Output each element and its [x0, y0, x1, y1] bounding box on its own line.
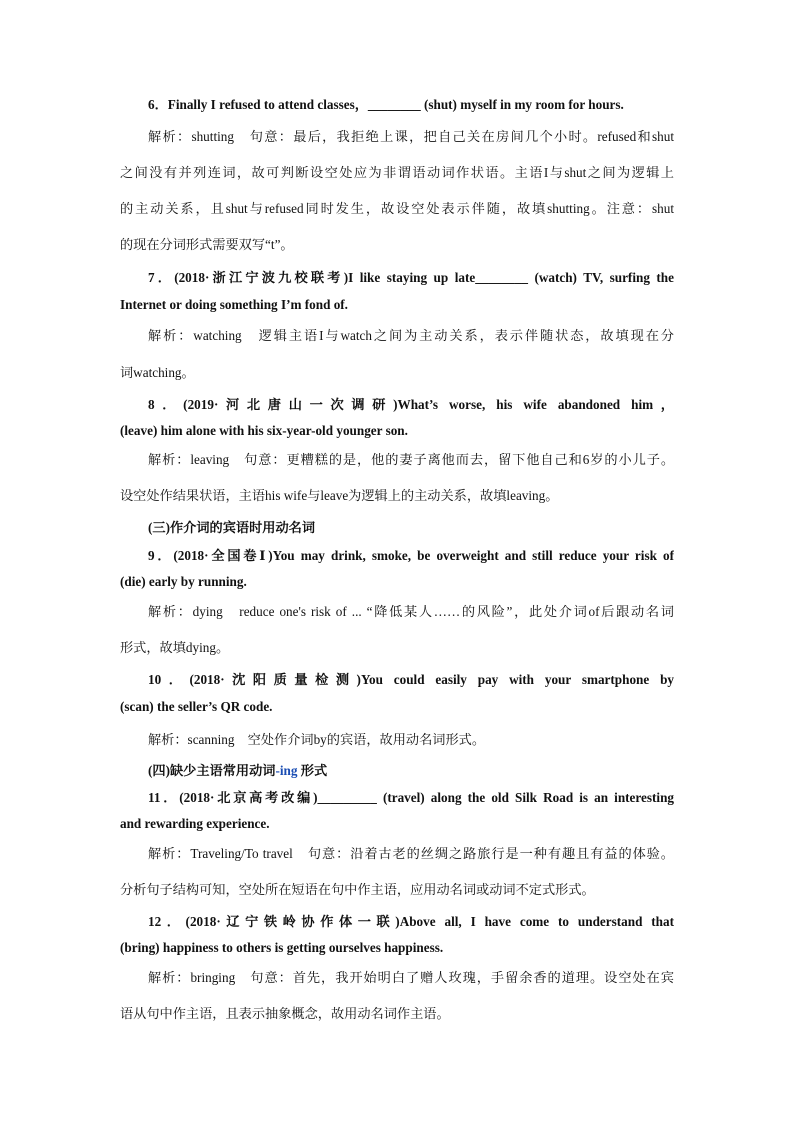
section-4-heading	[148, 762, 674, 780]
question-11-text-line-1: 11．(2018·北京高考改编)_________ (travel) along the old Silk Road is an interesting	[148, 790, 674, 805]
section-3-heading: (三)作介词的宾语时用动名词	[148, 520, 316, 535]
question-9-text-line-2: (die) early by running.	[120, 574, 247, 589]
question-7-text-line-2: Internet or doing something I’m fond of.	[120, 297, 348, 312]
question-6-analysis-line-1: 解析：shutting 句意：最后，我拒绝上课，把自己关在房间几个小时。refused和shut	[148, 129, 674, 144]
question-12-text-line-1: 12．(2018·辽宁铁岭协作体一联)Above all, I have come to understand that	[148, 914, 674, 929]
question-7-analysis-line-1: 解析：watching 逻辑主语I与watch之间为主动关系，表示伴随状态，故填现在分	[148, 328, 674, 343]
question-8-text-line-2: (leave) him alone with his six-year-old younger son.	[120, 423, 408, 438]
section-4-heading-text: (四)缺少主语常用动词	[148, 763, 276, 778]
question-12-analysis-line-2: 语从句中作主语，且表示抽象概念，故用动名词作主语。	[120, 1006, 450, 1021]
question-10-text-line-2: (scan) the seller’s QR code.	[120, 699, 273, 714]
question-10-analysis-line-1: 解析：scanning 空处作介词by的宾语，故用动名词形式。	[148, 732, 486, 747]
question-8-text-line-1: 8．(2019·河北唐山一次调研)What’s worse, his wife abandoned him，	[148, 397, 674, 412]
question-9-text-line-1: 9．(2018·全国卷Ⅰ)You may drink, smoke, be overweight and still reduce your risk of	[148, 548, 674, 563]
question-9-analysis-line-1: 解析：dying reduce one's risk of ... “降低某人……的风险”，此处介词of后跟动名词	[148, 604, 674, 619]
question-7-analysis-line-2: 词watching。	[120, 365, 195, 380]
question-7-text-line-1: 7．(2018·浙江宁波九校联考)I like staying up late________ (watch) TV, surfing the	[148, 270, 674, 285]
question-11-text-line-2: and rewarding experience.	[120, 816, 270, 831]
question-12-text-line-2: (bring) happiness to others is getting ourselves happiness.	[120, 940, 444, 955]
question-6-analysis-line-4: 的现在分词形式需要双写“t”。	[120, 237, 294, 252]
question-9-analysis-line-2: 形式，故填dying。	[120, 640, 230, 655]
question-11-analysis-line-1: 解析：Traveling/To travel 句意：沿着古老的丝绸之路旅行是一种有趣且有益的体验。	[148, 846, 674, 861]
question-6-text: 6．Finally I refused to attend classes，________ (shut) myself in my room for hours.	[148, 97, 624, 112]
question-6-analysis-line-3: 的主动关系，且shut与refused同时发生，故设空处表示伴随，故填shutting。注意：shut	[120, 201, 674, 216]
question-11-analysis-line-2: 分析句子结构可知，空处所在短语在句中作主语，应用动名词或动词不定式形式。	[120, 882, 595, 897]
question-8-analysis-line-1: 解析：leaving 句意：更糟糕的是，他的妻子离他而去，留下他自己和6岁的小儿子。	[148, 452, 674, 467]
question-10-text-line-1: 10．(2018·沈阳质量检测)You could easily pay with your smartphone by	[148, 672, 674, 687]
question-12-analysis-line-1: 解析：bringing 句意：首先，我开始明白了赠人玫瑰，手留余香的道理。设空处在宾	[148, 970, 674, 985]
question-6-analysis-line-2: 之间没有并列连词，故可判断设空处应为非谓语动词作状语。主语I与shut之间为逻辑上	[120, 165, 674, 180]
section-4-heading-ing: -ing	[275, 763, 298, 778]
question-8-analysis-line-2: 设空处作结果状语，主语his wife与leave为逻辑上的主动关系，故填leaving。	[120, 488, 559, 503]
section-4-heading-suffix: 形式	[297, 763, 328, 778]
